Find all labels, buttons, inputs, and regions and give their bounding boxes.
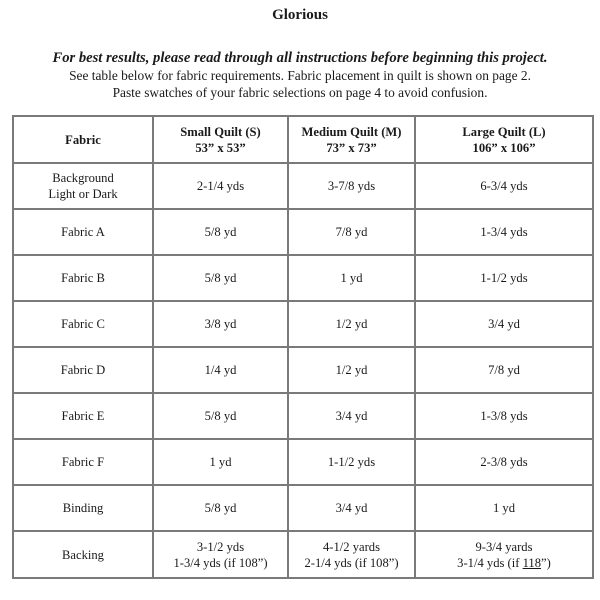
cell-alt-suffix: ”) <box>541 555 551 570</box>
intro-block <box>0 49 600 101</box>
header-fabric <box>13 116 153 163</box>
cell-small: 5/8 yd <box>153 393 288 439</box>
cell-small: 1/4 yd <box>153 347 288 393</box>
cell-medium: 3-7/8 yds <box>288 163 415 209</box>
cell-large: 7/8 yd <box>415 347 593 393</box>
fabric-requirements-table <box>12 115 594 579</box>
header-label: Large Quilt (L) <box>462 124 546 139</box>
table-row-fabric-c <box>13 301 593 347</box>
header-size: 53” x 53” <box>195 140 246 155</box>
table-row-fabric-f <box>13 439 593 485</box>
cell-large: 1-1/2 yds <box>415 255 593 301</box>
cell-small: 5/8 yd <box>153 255 288 301</box>
table-row-fabric-e <box>13 393 593 439</box>
cell-small: 5/8 yd <box>153 209 288 255</box>
table-header-row <box>13 116 593 163</box>
table-row-backing <box>13 531 593 578</box>
cell-small: 5/8 yd <box>153 485 288 531</box>
cell-medium: 1 yd <box>288 255 415 301</box>
cell-large: 2-3/8 yds <box>415 439 593 485</box>
header-size: 106” x 106” <box>472 140 536 155</box>
cell-main: 3-1/2 yds <box>196 539 245 554</box>
cell-fabric: Fabric F <box>13 439 153 485</box>
table-row-fabric-d <box>13 347 593 393</box>
header-size: 73” x 73” <box>326 140 377 155</box>
cell-fabric: Fabric C <box>13 301 153 347</box>
header-label: Fabric <box>65 132 101 147</box>
cell-large: 1-3/8 yds <box>415 393 593 439</box>
cell-small: 3/8 yd <box>153 301 288 347</box>
cell-small: 2-1/4 yds <box>153 163 288 209</box>
cell-fabric: Fabric B <box>13 255 153 301</box>
cell-large <box>415 531 593 578</box>
cell-small <box>153 531 288 578</box>
cell-large: 1 yd <box>415 485 593 531</box>
table-row-binding <box>13 485 593 531</box>
cell-fabric: Binding <box>13 485 153 531</box>
header-label: Medium Quilt (M) <box>301 124 402 139</box>
cell-large: 6-3/4 yds <box>415 163 593 209</box>
intro-emphasis: For best results, please read through all instructions before beginning this project. <box>52 50 548 66</box>
cell-fabric: Backing <box>13 531 153 578</box>
cell-main: 4-1/2 yards <box>322 539 380 554</box>
cell-large: 3/4 yd <box>415 301 593 347</box>
header-label: Small Quilt (S) <box>180 124 261 139</box>
cell-alt: 1-3/4 yds (if 108”) <box>173 555 268 570</box>
cell-fabric: Fabric A <box>13 209 153 255</box>
cell-fabric: Fabric D <box>13 347 153 393</box>
cell-alt <box>420 555 588 571</box>
cell-medium: 3/4 yd <box>288 393 415 439</box>
table-row-fabric-b <box>13 255 593 301</box>
header-large-quilt <box>415 116 593 163</box>
fabric-name-sub: Light or Dark <box>48 187 118 201</box>
cell-alt: 2-1/4 yds (if 108”) <box>304 555 399 570</box>
cell-fabric <box>13 163 153 209</box>
cell-medium: 3/4 yd <box>288 485 415 531</box>
cell-main: 9-3/4 yards <box>475 539 533 554</box>
fabric-name: Background <box>52 171 114 185</box>
cell-medium: 1/2 yd <box>288 347 415 393</box>
cell-large: 1-3/4 yds <box>415 209 593 255</box>
cell-medium: 1-1/2 yds <box>288 439 415 485</box>
cell-fabric: Fabric E <box>13 393 153 439</box>
cell-medium: 7/8 yd <box>288 209 415 255</box>
header-medium-quilt <box>288 116 415 163</box>
cell-medium <box>288 531 415 578</box>
table-row-fabric-a <box>13 209 593 255</box>
cell-alt-underlined: 118 <box>522 555 542 570</box>
table-row-background <box>13 163 593 209</box>
intro-line-2: Paste swatches of your fabric selections on page 4 to avoid confusion. <box>112 85 488 100</box>
document-title: Glorious <box>272 7 328 23</box>
cell-medium: 1/2 yd <box>288 301 415 347</box>
cell-alt-prefix: 3-1/4 yds (if <box>457 555 523 570</box>
intro-line-1: See table below for fabric requirements. Fabric placement in quilt is shown on page 2. <box>69 68 531 83</box>
cell-small: 1 yd <box>153 439 288 485</box>
header-small-quilt <box>153 116 288 163</box>
